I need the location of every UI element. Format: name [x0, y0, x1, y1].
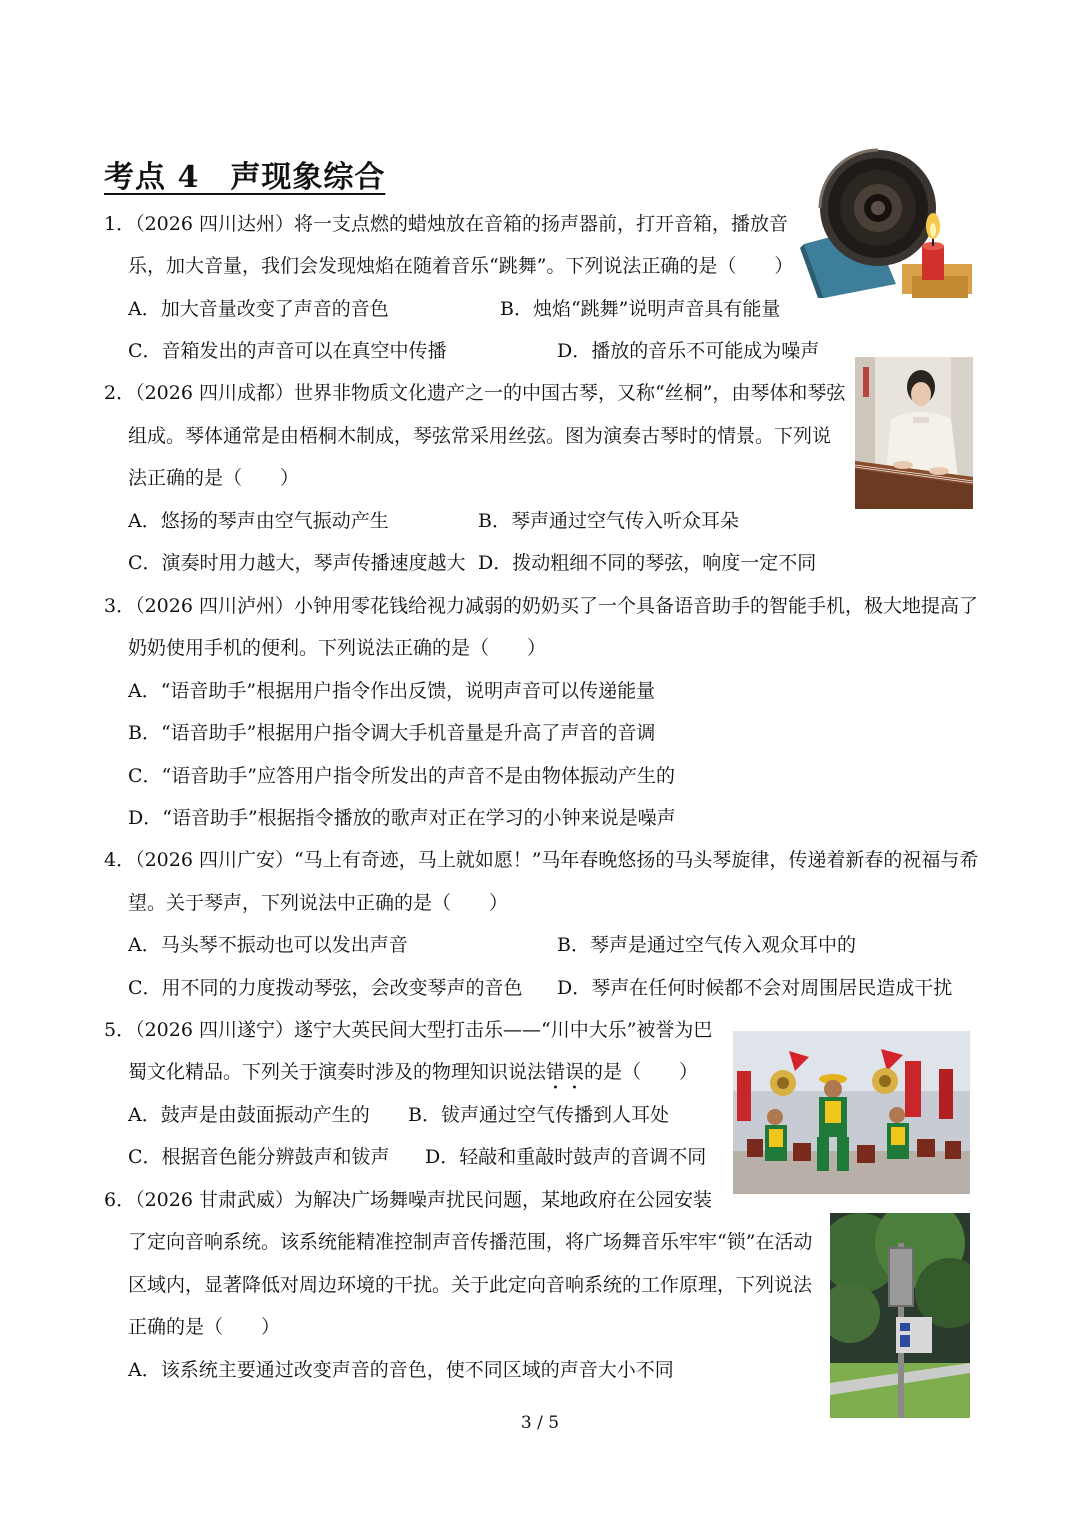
question-1-option-d: D．播放的音乐不可能成为噪声	[557, 340, 820, 362]
question-2-stem-line-3: 法正确的是（ ）	[128, 467, 300, 489]
question-1-option-a: A．加大音量改变了声音的音色	[128, 298, 389, 320]
question-6-stem-line-1: 6．（2026 甘肃武威）为解决广场舞噪声扰民问题，某地政府在公园安装	[104, 1189, 712, 1211]
question-5-stem-line-1: 5．（2026 四川遂宁）遂宁大英民间大型打击乐——“川中大乐”被誉为巴	[104, 1019, 713, 1041]
question-5-stem-line-2-text: 蜀文化精品。下列关于演奏时涉及的物理知识说法	[128, 1061, 547, 1083]
question-4-stem-line-2: 望。关于琴声，下列说法中正确的是（ ）	[128, 892, 509, 914]
directional-speaker-photo	[830, 1213, 970, 1418]
question-4-option-b: B．琴声是通过空气传入观众耳中的	[557, 934, 856, 956]
question-5-stem-line-2	[128, 1059, 698, 1094]
guqin-player-photo	[855, 357, 973, 509]
question-1-stem-line-1: 1．（2026 四川达州）将一支点燃的蜡烛放在音箱的扬声器前，打开音箱，播放音	[104, 213, 788, 235]
question-5-option-a: A．鼓声是由鼓面振动产生的	[128, 1104, 370, 1126]
question-4-option-d: D．琴声在任何时候都不会对周围居民造成干扰	[557, 977, 953, 999]
question-3-stem-line-1: 3．（2026 四川泸州）小钟用零花钱给视力减弱的奶奶买了一个具备语音助手的智能手机，极大地提高了	[104, 595, 978, 617]
question-6-stem-line-2: 了定向音响系统。该系统能精准控制声音传播范围，将广场舞音乐牢牢“锁”在活动	[128, 1231, 813, 1253]
question-2-option-b: B．琴声通过空气传入听众耳朵	[478, 510, 739, 532]
question-4-option-c: C．用不同的力度拨动琴弦，会改变琴声的音色	[128, 977, 523, 999]
question-2-stem-line-1: 2．（2026 四川成都）世界非物质文化遗产之一的中国古琴，又称“丝桐”，由琴体和琴弦	[104, 382, 846, 404]
question-2-option-d: D．拨动粗细不同的琴弦，响度一定不同	[478, 552, 817, 574]
question-3-option-b: B．“语音助手”根据用户指令调大手机音量是升高了声音的音调	[128, 722, 656, 744]
question-6-stem-line-3: 区域内，显著降低对周边环境的干扰。关于此定向音响系统的工作原理，下列说法	[128, 1274, 813, 1296]
question-5-option-c: C．根据音色能分辨鼓声和钹声	[128, 1146, 390, 1168]
page-number: 3 / 5	[520, 1413, 560, 1433]
section-title: 考点 4 声现象综合	[104, 160, 386, 195]
question-1-option-b: B．烛焰“跳舞”说明声音具有能量	[500, 298, 781, 320]
question-1-option-c: C．音箱发出的声音可以在真空中传播	[128, 340, 447, 362]
question-1-stem-line-2: 乐，加大音量，我们会发现烛焰在随着音乐“跳舞”。下列说法正确的是（ ）	[128, 255, 794, 277]
question-2-option-c: C．演奏时用力越大，琴声传播速度越大	[128, 552, 466, 574]
question-3-option-c: C．“语音助手”应答用户指令所发出的声音不是由物体振动产生的	[128, 765, 675, 787]
question-3-stem-line-2: 奶奶使用手机的便利。下列说法正确的是（ ）	[128, 637, 547, 659]
question-5-stem-tail: 的是（ ）	[584, 1061, 699, 1083]
question-2-option-a: A．悠扬的琴声由空气振动产生	[128, 510, 389, 532]
question-5-option-d: D．轻敲和重敲时鼓声的音调不同	[425, 1146, 707, 1168]
question-6-stem-line-4: 正确的是（ ）	[128, 1316, 281, 1338]
question-5-emphasized-word: 错误	[546, 1061, 585, 1083]
question-3-option-d: D．“语音助手”根据指令播放的歌声对正在学习的小钟来说是噪声	[128, 807, 676, 829]
question-4-stem-line-1: 4．（2026 四川广安）“马上有奇迹，马上就如愿！”马年春晚悠扬的马头琴旋律，传递着新春的祝福与希	[104, 849, 979, 871]
question-5-option-b: B．钹声通过空气传播到人耳处	[408, 1104, 669, 1126]
question-6-option-a: A．该系统主要通过改变声音的音色，使不同区域的声音大小不同	[128, 1359, 674, 1381]
question-2-stem-line-2: 组成。琴体通常是由梧桐木制成，琴弦常采用丝弦。图为演奏古琴时的情景。下列说	[128, 425, 832, 447]
question-3-option-a: A．“语音助手”根据用户指令作出反馈，说明声音可以传递能量	[128, 680, 656, 702]
question-4-option-a: A．马头琴不振动也可以发出声音	[128, 934, 408, 956]
speaker-candle-figure	[800, 148, 978, 300]
percussion-performance-photo	[733, 1031, 970, 1194]
